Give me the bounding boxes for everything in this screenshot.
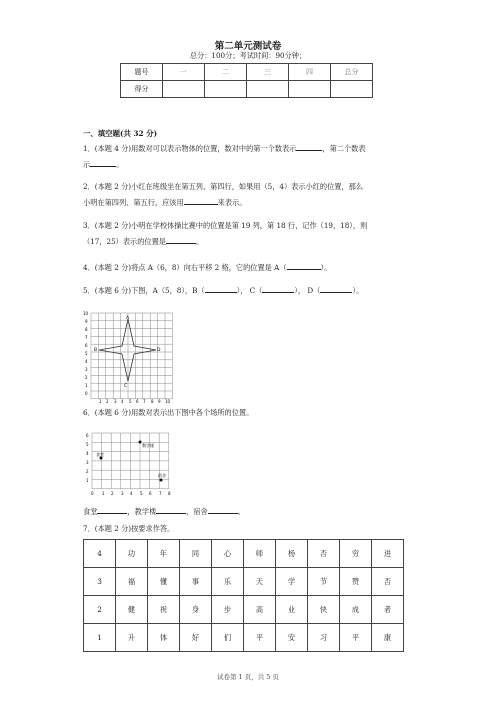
star-shape (99, 319, 156, 381)
character-cell: 穷 (340, 540, 372, 568)
score-cell: 得分 (121, 81, 163, 98)
score-cell: 总分 (331, 64, 373, 81)
x-ticks (91, 491, 171, 496)
character-cell: 体 (148, 624, 180, 652)
answer-blank[interactable] (320, 283, 352, 293)
character-cell: 功 (116, 540, 148, 568)
x-tick: 4 (121, 399, 124, 404)
character-cell: 健 (116, 596, 148, 624)
answer-blank[interactable] (262, 283, 294, 293)
character-cell: 快 (308, 596, 340, 624)
question-text: 3．(本题 2 分)小明在学校体操比赛中的位置是第 19 列，第 18 行，记作（19，18），则 (83, 221, 368, 230)
point-label-d: D (157, 348, 161, 353)
dorm-marker (160, 479, 163, 482)
question-text: 2．(本题 2 分)小红在班级坐在第五列、第四行，如果用（5，4）表示小红的位置，那么 (83, 182, 364, 191)
x-tick: 6 (149, 491, 152, 496)
x-tick: 10 (165, 399, 171, 404)
y-tick: 7 (85, 335, 88, 340)
score-cell: 二 (205, 64, 247, 81)
character-cell: 懂 (148, 568, 180, 596)
character-cell: 天 (244, 568, 276, 596)
question-text: 5．(本题 6 分)下图，A（5，8），B（ (83, 286, 205, 295)
character-cell: 师 (244, 540, 276, 568)
question-text: 。 (237, 507, 245, 516)
score-input-cell[interactable] (247, 81, 289, 98)
y-tick: 10 (83, 311, 89, 316)
x-tick: 8 (151, 399, 154, 404)
question-text: 。 (116, 160, 124, 169)
question-4 (83, 260, 413, 276)
char-table-row (84, 624, 404, 652)
y-tick: 2 (86, 469, 89, 474)
question-text: ）， D（ (294, 286, 321, 295)
character-cell: 好 (180, 624, 212, 652)
row-number-cell: 4 (84, 540, 116, 568)
point-label-b: B (94, 348, 98, 353)
character-cell: 否 (372, 568, 404, 596)
page-footer: 试卷第 1 页，共 5 页 (216, 673, 280, 681)
question-text: 7．(本题 2 分)按要求作答。 (83, 524, 175, 533)
x-tick: 5 (140, 491, 143, 496)
x-tick: 7 (143, 399, 146, 404)
character-cell: 步 (212, 596, 244, 624)
character-cell: 杨 (276, 540, 308, 568)
question-text: 来表示。 (217, 198, 247, 207)
point-label-c: C (124, 384, 128, 389)
char-table-row (84, 540, 404, 568)
y-tick: 6 (85, 343, 88, 348)
question-text: 4．(本题 2 分)将点 A（6，8）向右平移 2 格，它的位置是 A（ (83, 263, 287, 272)
question-7 (83, 521, 413, 537)
score-table (120, 63, 373, 98)
question-5 (83, 283, 413, 299)
character-cell: 高 (244, 596, 276, 624)
section-heading: 一、填空题(共 32 分) (83, 129, 158, 138)
point-label-a: A (126, 316, 130, 321)
question-text: ）。 (320, 263, 332, 272)
question-text: ）。 (352, 286, 364, 295)
question-text: ，宿舍 (186, 507, 208, 516)
question-text: 食堂 (83, 507, 98, 516)
answer-blank[interactable] (184, 195, 218, 205)
x-tick: 2 (111, 491, 114, 496)
y-tick: 3 (85, 367, 88, 372)
question-6 (83, 405, 413, 421)
question-2 (83, 179, 413, 211)
answer-blank[interactable] (97, 504, 127, 514)
x-tick: 9 (158, 399, 161, 404)
character-grid-table (83, 539, 404, 652)
score-table-header-row (121, 64, 373, 81)
char-table-row (84, 568, 404, 596)
x-tick: 1 (102, 491, 105, 496)
y-tick: 5 (86, 442, 89, 447)
character-cell: 业 (276, 596, 308, 624)
page-title: 第二单元测试卷 (214, 41, 282, 52)
x-tick: 6 (136, 399, 139, 404)
character-cell: 福 (116, 568, 148, 596)
character-cell: 身 (180, 596, 212, 624)
answer-blank[interactable] (166, 234, 196, 244)
y-tick: 3 (86, 460, 89, 465)
answer-blank[interactable] (156, 504, 186, 514)
character-cell: 平 (340, 624, 372, 652)
teaching-building-label: 教学楼 (142, 443, 154, 448)
score-cell: 四 (289, 64, 331, 81)
question-text: 6．(本题 6 分)用数对表示出下图中各个场所的位置。 (83, 408, 254, 417)
question-text: ）， C（ (236, 286, 263, 295)
y-tick: 8 (85, 327, 88, 332)
character-cell: 祝 (148, 596, 180, 624)
character-cell: 心 (212, 540, 244, 568)
coordinate-grid-2 (83, 427, 183, 499)
character-cell: 升 (116, 624, 148, 652)
question-text: ，教学楼 (127, 507, 157, 516)
y-tick: 1 (86, 478, 89, 483)
answer-blank[interactable] (205, 283, 237, 293)
coordinate-grid-1 (83, 305, 183, 407)
x-tick: 7 (159, 491, 162, 496)
score-input-cell[interactable] (205, 81, 247, 98)
y-tick: 6 (86, 433, 89, 438)
character-cell: 学 (276, 568, 308, 596)
question-3 (83, 218, 413, 250)
y-tick: 4 (86, 451, 89, 456)
x-tick: 1 (99, 399, 102, 404)
y-tick: 0 (85, 391, 88, 396)
score-cell: 题号 (121, 64, 163, 81)
score-input-cell[interactable] (331, 81, 373, 98)
exam-info: 总分：100分；考试时间：90分钟； (189, 51, 307, 60)
char-table-row (84, 596, 404, 624)
x-tick: 0 (91, 491, 94, 496)
answer-blank[interactable] (296, 141, 322, 151)
character-cell: 节 (308, 568, 340, 596)
x-tick: 8 (168, 491, 171, 496)
character-cell: 康 (372, 624, 404, 652)
score-input-cell[interactable] (289, 81, 331, 98)
score-cell: 三 (247, 64, 289, 81)
character-cell: 进 (372, 540, 404, 568)
character-cell: 同 (180, 540, 212, 568)
character-cell: 习 (308, 624, 340, 652)
question-text: 1．(本题 4 分)用数对可以表示物体的位置，数对中的第一个数表示 (83, 144, 297, 153)
character-cell: 事 (180, 568, 212, 596)
y-ticks (83, 311, 89, 396)
character-cell: 们 (212, 624, 244, 652)
y-tick: 4 (85, 359, 88, 364)
canteen-label: 食堂 (96, 452, 104, 457)
y-tick: 1 (85, 383, 88, 388)
y-tick: 2 (85, 375, 88, 380)
answer-blank[interactable] (208, 504, 238, 514)
character-cell: 平 (244, 624, 276, 652)
row-number-cell: 1 (84, 624, 116, 652)
answer-blank[interactable] (90, 157, 116, 167)
question-text: （17，25）表示的位置是 (83, 237, 166, 246)
row-number-cell: 3 (84, 568, 116, 596)
character-cell: 年 (148, 540, 180, 568)
question-text: 小明在第四列、第五行，应该用 (83, 198, 184, 207)
dorm-label: 宿舍 (158, 473, 166, 478)
score-cell: 一 (163, 64, 205, 81)
character-cell: 安 (276, 624, 308, 652)
row-number-cell: 2 (84, 596, 116, 624)
y-tick: 5 (85, 351, 88, 356)
question-text: ，第二个数表 (322, 144, 366, 153)
question-text: 。 (195, 237, 204, 246)
x-tick: 3 (121, 491, 124, 496)
y-ticks (86, 433, 89, 483)
character-cell: 赞 (340, 568, 372, 596)
character-cell: 者 (372, 596, 404, 624)
score-table-score-row (121, 81, 373, 98)
x-tick: 4 (130, 491, 133, 496)
x-tick: 5 (129, 399, 132, 404)
question-6-answers (83, 504, 413, 520)
x-tick: 2 (106, 399, 109, 404)
question-1 (83, 141, 413, 173)
x-tick: 3 (114, 399, 117, 404)
x-ticks (99, 399, 171, 404)
question-text: 示 (83, 160, 91, 169)
answer-blank[interactable] (287, 260, 321, 270)
character-cell: 成 (340, 596, 372, 624)
character-cell: 乐 (212, 568, 244, 596)
score-input-cell[interactable] (163, 81, 205, 98)
character-cell: 否 (308, 540, 340, 568)
y-tick: 9 (85, 319, 88, 324)
